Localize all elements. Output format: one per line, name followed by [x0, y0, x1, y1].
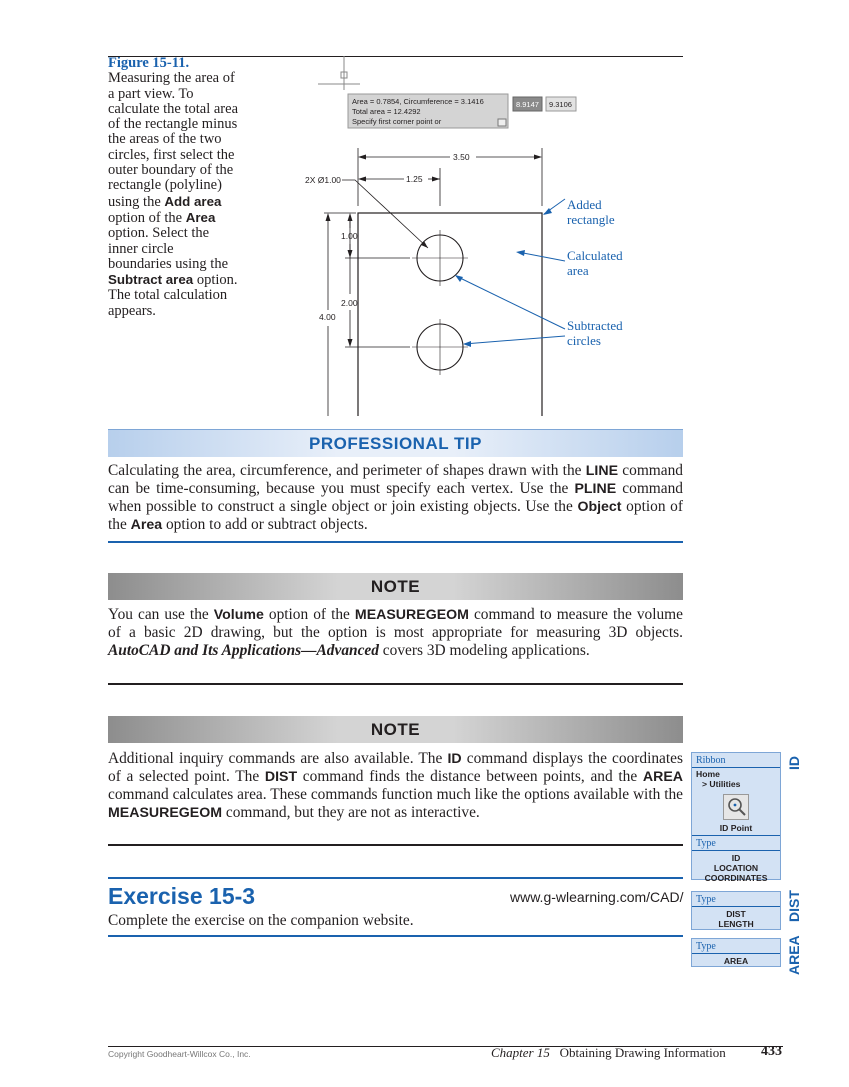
command-prompt-tooltip	[348, 94, 576, 128]
figure-caption-text: Measuring the area of a part view. To calculate the total area of the rectangle minus the areas of the two circles, first select the outer boundary of the rectangle (polyline) using the Add area option of the Area option. Select the inner circle boundaries using the Subtract area option. The total calculation appears.	[108, 70, 239, 319]
type-label-area: Type	[692, 939, 780, 954]
chapter-running-head: Chapter 15 Obtaining Drawing Information	[491, 1045, 726, 1060]
id-point-button-icon[interactable]	[723, 794, 749, 820]
exercise-title: Exercise 15-3	[108, 883, 256, 909]
ribbon-path-utilities: > Utilities	[702, 779, 741, 789]
figure-drawing	[300, 56, 690, 416]
dim-height-label: 4.00	[319, 312, 336, 322]
figure-caption	[108, 56, 238, 319]
callout-subtracted-2: circles	[567, 333, 601, 348]
dim-hole-x-label: 1.25	[406, 174, 423, 184]
dim-width-label: 3.50	[453, 152, 470, 162]
exercise-bottom-rule	[108, 935, 683, 937]
side-tag-dist: DIST	[786, 890, 802, 922]
id-type-values: ID LOCATION COORDINATES	[704, 853, 768, 883]
exercise-url-link[interactable]: www.g-wlearning.com/CAD/	[510, 889, 684, 905]
figure-title: Figure 15-11.	[108, 55, 190, 71]
callout-added-1: Added	[567, 197, 602, 212]
dim-hole-dia-label: 2X Ø1.00	[305, 175, 341, 185]
note2-bottom-rule	[108, 844, 683, 846]
note1-text: You can use the Volume option of the MEASUREGEOM command to measure the volume of a basic 2D drawing, but the option is most appropriate for measuring 3D objects. AutoCAD and Its Applications—Advanced covers 3D modeling applications.	[108, 606, 683, 659]
prompt-line-2: Total area = 12.4292	[352, 107, 421, 116]
callout-calculated-1: Calculated	[567, 248, 623, 263]
dist-type-values: DIST LENGTH	[718, 909, 754, 929]
sidebar-area-box	[691, 938, 781, 967]
sidebar-id-box	[691, 752, 781, 883]
side-tag-id: ID	[786, 756, 802, 770]
dim-hole-y2-label: 2.00	[341, 298, 358, 308]
id-point-label: ID Point	[719, 823, 753, 833]
crosshair-cursor-icon	[318, 56, 360, 90]
side-tag-area: AREA	[786, 935, 802, 975]
area-type-values: AREA	[723, 956, 749, 966]
callout-subtracted-1: Subtracted	[567, 318, 623, 333]
note1-heading: NOTE	[108, 573, 683, 600]
callout-calculated-2: area	[567, 263, 589, 278]
coord-x-field: 8.9147	[516, 100, 539, 109]
professional-tip-text: Calculating the area, circumference, and perimeter of shapes drawn with the LINE command can be time-consuming, because you must specify each vertex. Use the PLINE command when possible to construct a single object or join existing objects. Use the Object option of the Area option to add or subtract objects.	[108, 462, 683, 533]
note2-text: Additional inquiry commands are also available. The ID command displays the coordinates of a selected point. The DIST command finds the distance between points, and the AREA command calculates area. These commands function much like the options available with the MEASUREGEOM command, but they are not as interactive.	[108, 750, 684, 821]
copyright: Copyright Goodheart-Willcox Co., Inc.	[108, 1049, 251, 1059]
callout-added-2: rectangle	[567, 212, 615, 227]
professional-tip-heading: PROFESSIONAL TIP	[108, 429, 683, 457]
dim-hole-y1-label: 1.00	[341, 231, 358, 241]
note2-heading: NOTE	[108, 716, 683, 743]
sidebar-dist-box	[691, 891, 781, 930]
ribbon-label: Ribbon	[692, 753, 780, 768]
type-label-id: Type	[692, 835, 780, 851]
ribbon-path-home: Home	[696, 769, 720, 779]
prompt-line-1: Area = 0.7854, Circumference = 3.1416	[352, 97, 484, 106]
page-number: 433	[761, 1044, 782, 1059]
prompt-line-3: Specify first corner point or	[352, 117, 442, 126]
note1-bottom-rule	[108, 683, 683, 685]
tip-bottom-rule	[108, 541, 683, 543]
part-rectangle	[358, 213, 542, 416]
type-label-dist: Type	[692, 892, 780, 907]
exercise-body: Complete the exercise on the companion website.	[108, 912, 414, 929]
exercise-top-rule	[108, 877, 683, 879]
coord-y-field: 9.3106	[549, 100, 572, 109]
